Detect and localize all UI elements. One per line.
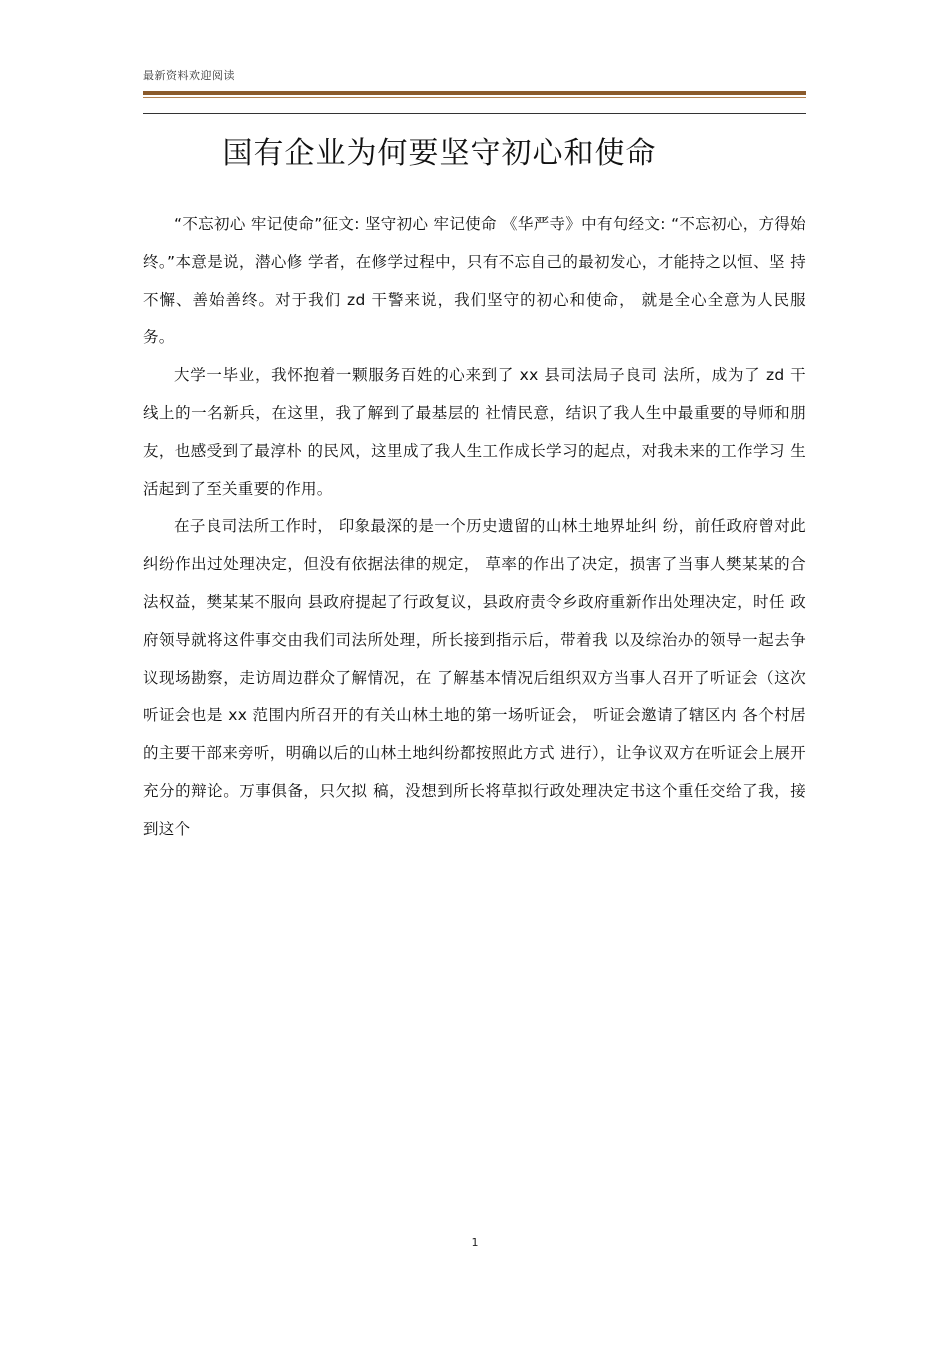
document-title: 国有企业为何要坚守初心和使命 [222, 136, 657, 171]
paragraph-1: “不忘初心 牢记使命”征文: 坚守初心 牢记使命 《华严寺》中有句经文: “不忘初心，方得始终。”本意是说，潜心修 学者，在修学过程中，只有不忘自己的最初发心，才能持之以恒、坚 持不懈、善始善终。对于我们 zd 干警来说，我们坚守的初心和使命， 就是全心全意为人民服务。 [143, 215, 806, 347]
header-rule-thin [143, 97, 806, 98]
page-header-text: 最新资料欢迎阅读 [143, 69, 235, 82]
paragraph-2: 大学一毕业，我怀抱着一颗服务百姓的心来到了 xx 县司法局子良司 法所，成为了 zd 干线上的一名新兵，在这里，我了解到了最基层的 社情民意，结识了我人生中最重要的导师和朋友，也感受到了最淳朴 的民风，这里成了我人生工作成长学习的起点，对我未来的工作学习 生活起到了至关重要的作用。 [143, 366, 806, 498]
page-number: 1 [471, 1236, 479, 1249]
paragraph-3: 在子良司法所工作时， 印象最深的是一个历史遗留的山林土地界址纠 纷，前任政府曾对此纠纷作出过处理决定，但没有依据法律的规定， 草率的作出了决定，损害了当事人樊某某的合法权益，樊某某不服向 县政府提起了行政复议，县政府责令乡政府重新作出处理决定，时任 政府领导就将这件事交由我们司法所处理，所长接到指示后，带着我 以及综治办的领导一起去争议现场勘察，走访周边群众了解情况，在 了解基本情况后组织双方当事人召开了听证会（这次听证会也是 xx 范围内所召开的有关山林土地的第一场听证会， 听证会邀请了辖区内 各个村居的主要干部来旁听，明确以后的山林土地纠纷都按照此方式 进行），让争议双方在听证会上展开充分的辩论。万事俱备，只欠拟 稿，没想到所长将草拟行政处理决定书这个重任交给了我，接到这个 [143, 517, 806, 838]
header-rule-dark [143, 113, 806, 114]
document-body [143, 206, 806, 849]
header-rule-thick [143, 91, 806, 95]
